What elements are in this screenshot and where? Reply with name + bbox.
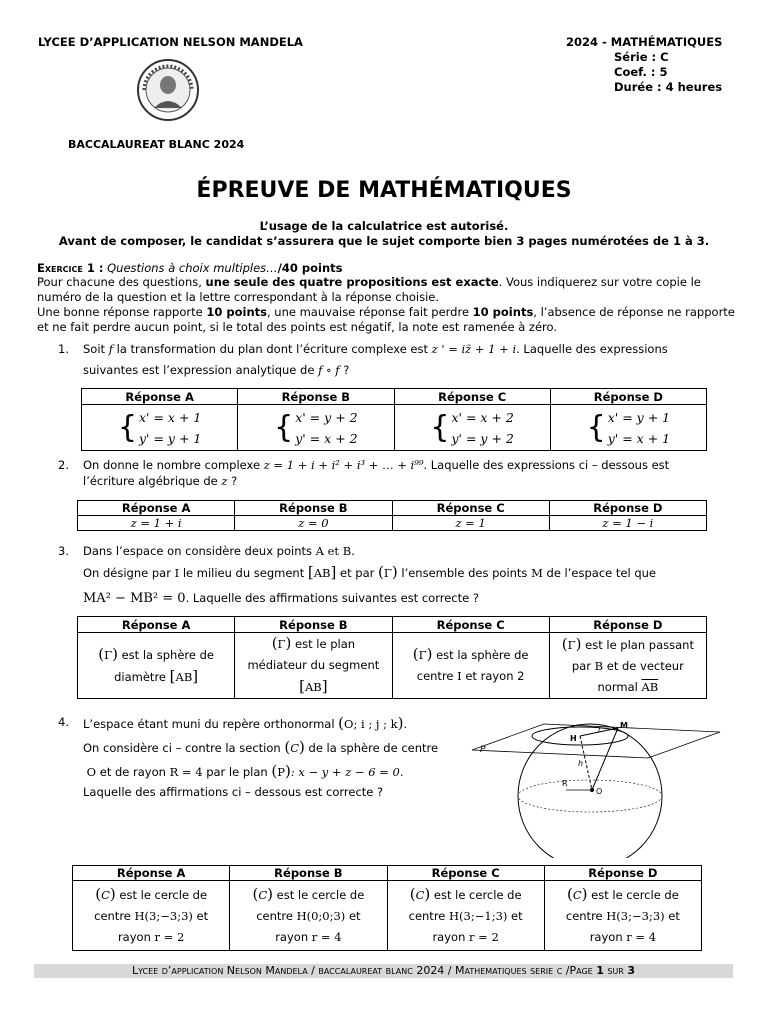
q-math: : x − y + z − 6 = 0 xyxy=(290,765,400,779)
answer-cell: z = 1 xyxy=(392,516,549,531)
q-text: . Laquelle des expressions xyxy=(516,342,668,356)
q-math: Γ xyxy=(567,637,576,652)
footer-text: sur xyxy=(603,964,628,977)
answer-header: Réponse D xyxy=(550,389,706,405)
q-math: C xyxy=(572,887,582,902)
q-text: l’écriture algébrique de xyxy=(83,474,218,488)
intro-text: Une bonne réponse rapporte xyxy=(37,305,207,319)
answer-text: est la sphère de xyxy=(121,647,214,662)
question-3-text: Dans l’espace on considère deux points A et B. On désigne par I le milieu du segment [AB] et par (Γ) l’ensemble des points M de l’espace tel que xyxy=(83,544,656,581)
intro-emph: 10 points xyxy=(472,305,534,319)
q-text: On désigne par xyxy=(83,566,171,580)
q-text: ? xyxy=(231,474,238,488)
answer-header: Réponse B xyxy=(238,389,394,405)
answer-text: centre xyxy=(94,908,131,923)
answer-text: et rayon 2 xyxy=(465,669,525,683)
q-text: On donne le nombre complexe xyxy=(83,458,261,472)
q-math: z ' = iz̄ + 1 + i xyxy=(431,342,517,356)
q-math: H(3;−3;3) xyxy=(606,908,665,923)
answer-text: médiateur du segment xyxy=(247,658,380,672)
answer-text: est la sphère de xyxy=(436,648,529,662)
q-text: et par xyxy=(340,566,375,580)
answer-header: Réponse B xyxy=(235,501,392,516)
answer-cell: (C) est le cercle de centre H(0;0;3) et rayon r = 4 xyxy=(230,881,387,951)
answer-header: Réponse A xyxy=(82,389,238,405)
answer-text: rayon xyxy=(589,929,623,944)
question-number: 1. xyxy=(58,342,69,356)
q-text: . Laquelle des expressions ci – dessous est xyxy=(423,458,670,472)
eq-line: x' = x + 2 xyxy=(451,409,514,425)
answer-cell: z = 1 + i xyxy=(78,516,235,531)
answer-text: est le cercle de xyxy=(119,887,208,902)
q-math: H(0;0;3) xyxy=(296,908,346,923)
q-math: AB xyxy=(313,566,331,580)
exercise-points: /40 points xyxy=(277,261,343,275)
exercise-intro xyxy=(37,275,737,335)
exam-meta xyxy=(566,35,722,95)
answer-text: est le plan xyxy=(295,637,356,651)
serie: Série : C xyxy=(614,50,669,64)
q-text: Soit xyxy=(83,342,106,356)
sphere-equator xyxy=(518,780,662,812)
question-number: 3. xyxy=(58,544,69,558)
question-2-text xyxy=(83,457,723,489)
intro-text: , l’absence de réponse ne rapporte et ne fait perdre aucun point, si le total des points est négatif, la note est ramenée à zéro. xyxy=(37,305,735,334)
sphere-outline xyxy=(518,724,662,858)
q-math: z = 1 + i + i² + i³ + … + i⁹⁹ xyxy=(263,458,424,472)
q-math: H(3;−1;3) xyxy=(449,908,508,923)
answer-text: est le plan passant xyxy=(585,637,694,652)
label-O: O xyxy=(596,787,603,796)
answer-text: centre xyxy=(408,908,446,923)
answer-cell: (C) est le cercle de centre H(3;−1;3) et rayon r = 2 xyxy=(387,881,544,951)
answer-header: Réponse A xyxy=(78,617,235,633)
bac-label: BACCALAUREAT BLANC 2024 xyxy=(68,138,245,151)
answer-header: Réponse A xyxy=(73,866,230,881)
answer-text: et xyxy=(196,908,209,923)
q4-answers-table xyxy=(72,865,702,951)
center-O xyxy=(590,788,594,792)
q-text: suivantes est l’expression analytique de xyxy=(83,363,315,377)
q3-answers-table xyxy=(77,616,707,699)
q-text: de la sphère de centre xyxy=(308,741,439,755)
q2-answers-table xyxy=(77,500,707,531)
q-math: R = 4 xyxy=(169,765,203,779)
answer-header: Réponse B xyxy=(230,866,387,881)
q-math: C xyxy=(290,741,299,755)
q-math: C xyxy=(415,887,425,902)
answer-cell: { x' = x + 1 y' = y + 1 xyxy=(82,405,238,451)
answer-header: Réponse C xyxy=(392,617,549,633)
notice-line-2: Avant de composer, le candidat s’assurera que le sujet comporte bien 3 pages numérotées de 1 à 3. xyxy=(58,234,710,248)
question-3-eq xyxy=(83,590,723,607)
answer-header: Réponse C xyxy=(394,389,550,405)
label-h: h xyxy=(578,759,584,768)
label-H: H xyxy=(570,734,577,743)
q-text: On considère ci – contre la section xyxy=(83,741,281,755)
sphere-section-figure xyxy=(470,710,732,858)
answer-text: et xyxy=(511,908,523,923)
answer-text: rayon xyxy=(117,929,151,944)
q-text: par le plan xyxy=(206,765,268,779)
q-text: Laquelle des affirmations ci – dessous est correcte ? xyxy=(83,785,384,799)
q-math: f xyxy=(108,342,113,356)
answer-cell: { x' = y + 2 y' = x + 2 xyxy=(238,405,394,451)
intro-emph: 10 points xyxy=(206,305,267,319)
q-math: I xyxy=(457,669,462,683)
eq-line: y' = y + 2 xyxy=(451,430,514,446)
answer-header: Réponse C xyxy=(387,866,544,881)
q-text: de l’espace tel que xyxy=(546,566,656,580)
eq-line: x' = x + 1 xyxy=(138,409,202,425)
plane-P-shape xyxy=(472,724,720,758)
label-M: M xyxy=(620,721,628,730)
answer-text: rayon xyxy=(275,929,309,944)
answer-cell: (C) est le cercle de centre H(3;−3;3) et rayon r = 2 xyxy=(73,881,230,951)
exercise-heading xyxy=(37,261,342,276)
answer-text: est le cercle de xyxy=(276,887,365,902)
label-R: R xyxy=(562,779,568,788)
answer-cell: { x' = y + 1 y' = x + 1 xyxy=(550,405,706,451)
answer-text: centre xyxy=(565,908,603,923)
answer-text: centre xyxy=(256,908,293,923)
q-text: ? xyxy=(343,363,350,377)
duree: Durée : 4 heures xyxy=(614,80,723,94)
q-text: et de rayon xyxy=(99,765,166,779)
q-math: r = 2 xyxy=(469,929,499,944)
q-text: Dans l’espace on considère deux points xyxy=(83,544,312,558)
q-text: le milieu du segment xyxy=(182,566,305,580)
eq-line: x' = y + 1 xyxy=(607,409,671,425)
q-text: . Laquelle des affirmations suivantes est correcte ? xyxy=(185,591,479,605)
answer-cell: z = 1 − i xyxy=(549,516,706,531)
exercise-subtitle: Questions à choix multiples… xyxy=(107,261,278,275)
q-text: l’ensemble des points xyxy=(401,566,528,580)
eq-line: x' = y + 2 xyxy=(295,409,358,425)
intro-text: , une mauvaise réponse fait perdre xyxy=(266,305,473,319)
answer-cell: (Γ) est la sphère de centre I et rayon 2 xyxy=(392,633,549,699)
q-text: la transformation du plan dont l’écriture complexe est xyxy=(116,342,429,356)
eq-line: y' = x + 1 xyxy=(607,430,671,446)
coef: Coef. : 5 xyxy=(614,65,668,79)
answer-text: est le cercle de xyxy=(433,887,522,902)
q-math: MA² − MB² = 0 xyxy=(83,591,186,606)
page-title: ÉPREUVE DE MATHÉMATIQUES xyxy=(196,178,572,203)
answer-text: est le cercle de xyxy=(591,887,679,902)
answer-text: par xyxy=(571,658,591,673)
q-math: A et B xyxy=(315,544,352,558)
q-math: C xyxy=(101,887,110,902)
q-math: AB xyxy=(175,669,193,684)
q-math: B xyxy=(594,658,604,673)
intro-text: Pour chacune des questions, xyxy=(37,275,206,289)
answer-header: Réponse D xyxy=(549,617,706,633)
q-math: r = 4 xyxy=(626,929,657,944)
answer-cell: { x' = x + 2 y' = y + 2 xyxy=(394,405,550,451)
school-name: LYCEE D’APPLICATION NELSON MANDELA xyxy=(38,35,303,49)
year-subject: 2024 - MATHÉMATIQUES xyxy=(566,35,723,49)
q-math: H(3;−3;3) xyxy=(134,908,193,923)
answer-cell: z = 0 xyxy=(235,516,392,531)
q-math: r = 4 xyxy=(311,929,342,944)
school-seal-icon xyxy=(136,58,200,122)
q-math: C xyxy=(258,887,268,902)
q-math: M xyxy=(531,566,543,580)
intro-text: . Vous indiquerez sur votre copie le numéro de la question et la lettre correspondant à la réponse choisie. xyxy=(37,275,701,304)
answer-text: normal xyxy=(597,679,638,694)
q-math: $\overline{AB}$ xyxy=(641,679,659,694)
question-number: 2. xyxy=(58,458,69,472)
answer-text: et xyxy=(348,908,361,923)
answer-header: Réponse B xyxy=(235,617,392,633)
answer-cell: (Γ) est le plan médiateur du segment [AB] xyxy=(235,633,392,699)
answer-header: Réponse D xyxy=(544,866,701,881)
page-footer xyxy=(34,964,733,978)
footer-page: 1 xyxy=(596,964,604,977)
q-text: L’espace étant muni du repère orthonormal xyxy=(83,717,335,731)
notice xyxy=(0,219,768,249)
footer-text: Lycee d’application Nelson Mandela / baccalaureat blanc 2024 / Mathematiques serie c /Page xyxy=(131,964,597,977)
q-math: Γ xyxy=(104,647,113,662)
q-math: O xyxy=(86,765,97,779)
exercise-label: Exercice 1 : xyxy=(37,261,104,275)
answer-text: rayon xyxy=(432,929,466,944)
label-r: r xyxy=(598,725,602,734)
q-math: z xyxy=(221,474,228,488)
eq-line: y' = x + 2 xyxy=(295,430,358,446)
label-P: P xyxy=(480,745,486,755)
answer-header: Réponse A xyxy=(78,501,235,516)
answer-text: centre xyxy=(416,669,454,683)
q-math: Γ xyxy=(383,566,392,580)
answer-cell: (Γ) est la sphère de diamètre [AB] xyxy=(78,633,235,699)
notice-line-1: L’usage de la calculatrice est autorisé. xyxy=(259,219,509,233)
answer-cell: (Γ) est le plan passant par B et de vecteur normal $\overline{AB}$ xyxy=(549,633,706,699)
q-math: O; i ; j ; k xyxy=(344,717,398,731)
q-math: Γ xyxy=(277,637,286,651)
answer-text: et de vecteur xyxy=(606,658,684,673)
answer-header: Réponse D xyxy=(549,501,706,516)
q-math: P xyxy=(277,765,285,779)
q-math: I xyxy=(174,566,180,580)
question-4-text: L’espace étant muni du repère orthonormal (O; i ; j ; k). On considère ci – contre la section (C) de la sphère de centre O et de rayon R = 4 par le plan (P): x − y + z − 6 = 0. Laquelle des affirmations ci – dessous est correcte ? xyxy=(83,712,483,800)
q-math: r = 2 xyxy=(154,929,185,944)
answer-text: diamètre xyxy=(114,669,166,684)
question-number: 4. xyxy=(58,715,69,729)
answer-cell: (C) est le cercle de centre H(3;−3;3) et rayon r = 4 xyxy=(544,881,701,951)
intro-emph: une seule des quatre propositions est exacte xyxy=(205,275,499,289)
q-math: f ∘ f xyxy=(318,363,340,377)
footer-total: 3 xyxy=(627,964,636,977)
answer-header: Réponse C xyxy=(392,501,549,516)
q1-answers-table xyxy=(81,388,707,451)
q-math: AB xyxy=(304,680,322,694)
question-1-text xyxy=(83,341,723,378)
eq-line: y' = y + 1 xyxy=(138,430,202,446)
answer-text: et xyxy=(668,908,680,923)
q-math: Γ xyxy=(418,648,427,662)
